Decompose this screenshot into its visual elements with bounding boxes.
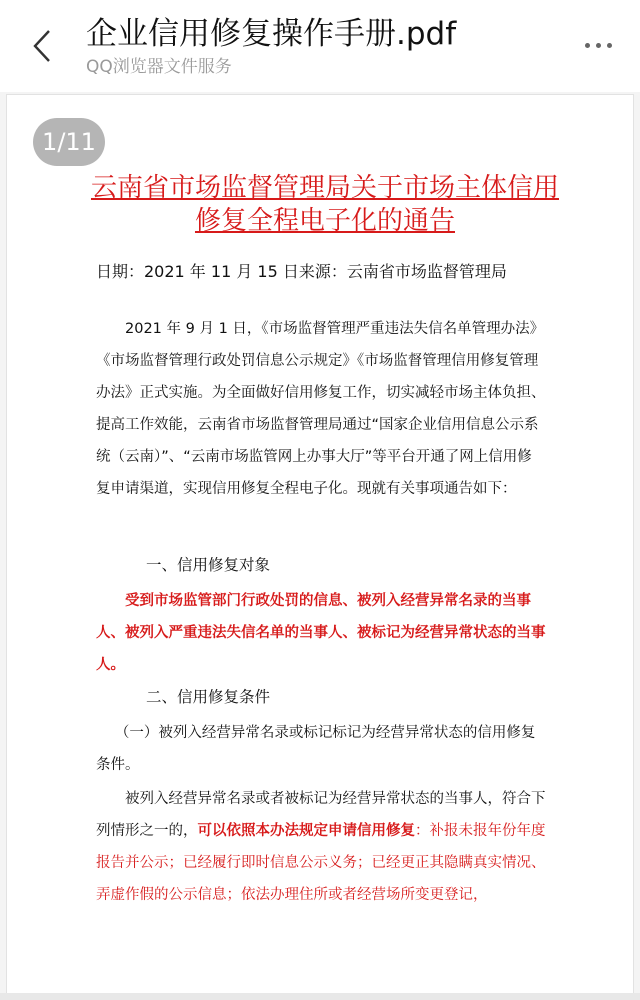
subsection-1: （一）被列入经营异常名录或标记标记为经营异常状态的信用修复条件。 bbox=[96, 725, 536, 773]
bottom-edge bbox=[0, 993, 640, 1000]
intro-paragraph: 2021 年 9 月 1 日，《市场监督管理严重违法失信名单管理办法》《市场监督管理行政处罚信息公示规定》《市场监督管理信用修复管理办法》正式实施。为全面做好信用修复工作，切实减轻市场主体负担、提高工作效能，云南省市场监督管理局通过“国家企业信用信息公示系统（云南）”、“云南市场监管网上办事大厅”等平台开通了网上信用修复申请渠道，实现信用修复全程电子化。现就有关事项通告如下： bbox=[96, 321, 546, 497]
back-button[interactable] bbox=[22, 24, 62, 68]
file-title: 企业信用修复操作手册.pdf bbox=[86, 16, 457, 52]
paragraph-2 bbox=[96, 783, 546, 911]
top-bar bbox=[0, 0, 640, 92]
paragraph-2-prefix: 被列入经营异常名录或者被标记为经营异常状态的当事人，符合下列情形之一的， bbox=[96, 791, 546, 839]
date-source-line: 日期：2021 年 11 月 15 日来源：云南省市场监督管理局 bbox=[96, 262, 507, 281]
back-arrow-icon bbox=[31, 28, 53, 64]
more-icon-dot bbox=[596, 43, 601, 48]
more-icon-dot bbox=[607, 43, 612, 48]
document-title: 云南省市场监督管理局关于市场主体信用修复全程电子化的通告 bbox=[90, 173, 559, 236]
more-icon bbox=[585, 43, 590, 48]
section-1-body: 受到市场监管部门行政处罚的信息、被列入经营异常名录的当事人、被列入严重违法失信名单的当事人、被标记为经营异常状态的当事人。 bbox=[96, 593, 546, 673]
file-source: QQ浏览器文件服务 bbox=[86, 57, 232, 77]
page-indicator: 1/11 bbox=[33, 118, 105, 166]
paragraph-2-red: ：补报未报年份年度报告并公示；已经履行即时信息公示义务；已经更正其隐瞒真实情况、弄虚作假的公示信息；依法办理住所或者经营场所变更登记， bbox=[96, 823, 546, 903]
more-button[interactable] bbox=[578, 30, 618, 60]
paragraph-2-bold: 可以依照本办法规定申请信用修复 bbox=[197, 823, 415, 839]
section-1-heading: 一、信用修复对象 bbox=[146, 556, 271, 574]
section-2-heading: 二、信用修复条件 bbox=[146, 688, 271, 706]
